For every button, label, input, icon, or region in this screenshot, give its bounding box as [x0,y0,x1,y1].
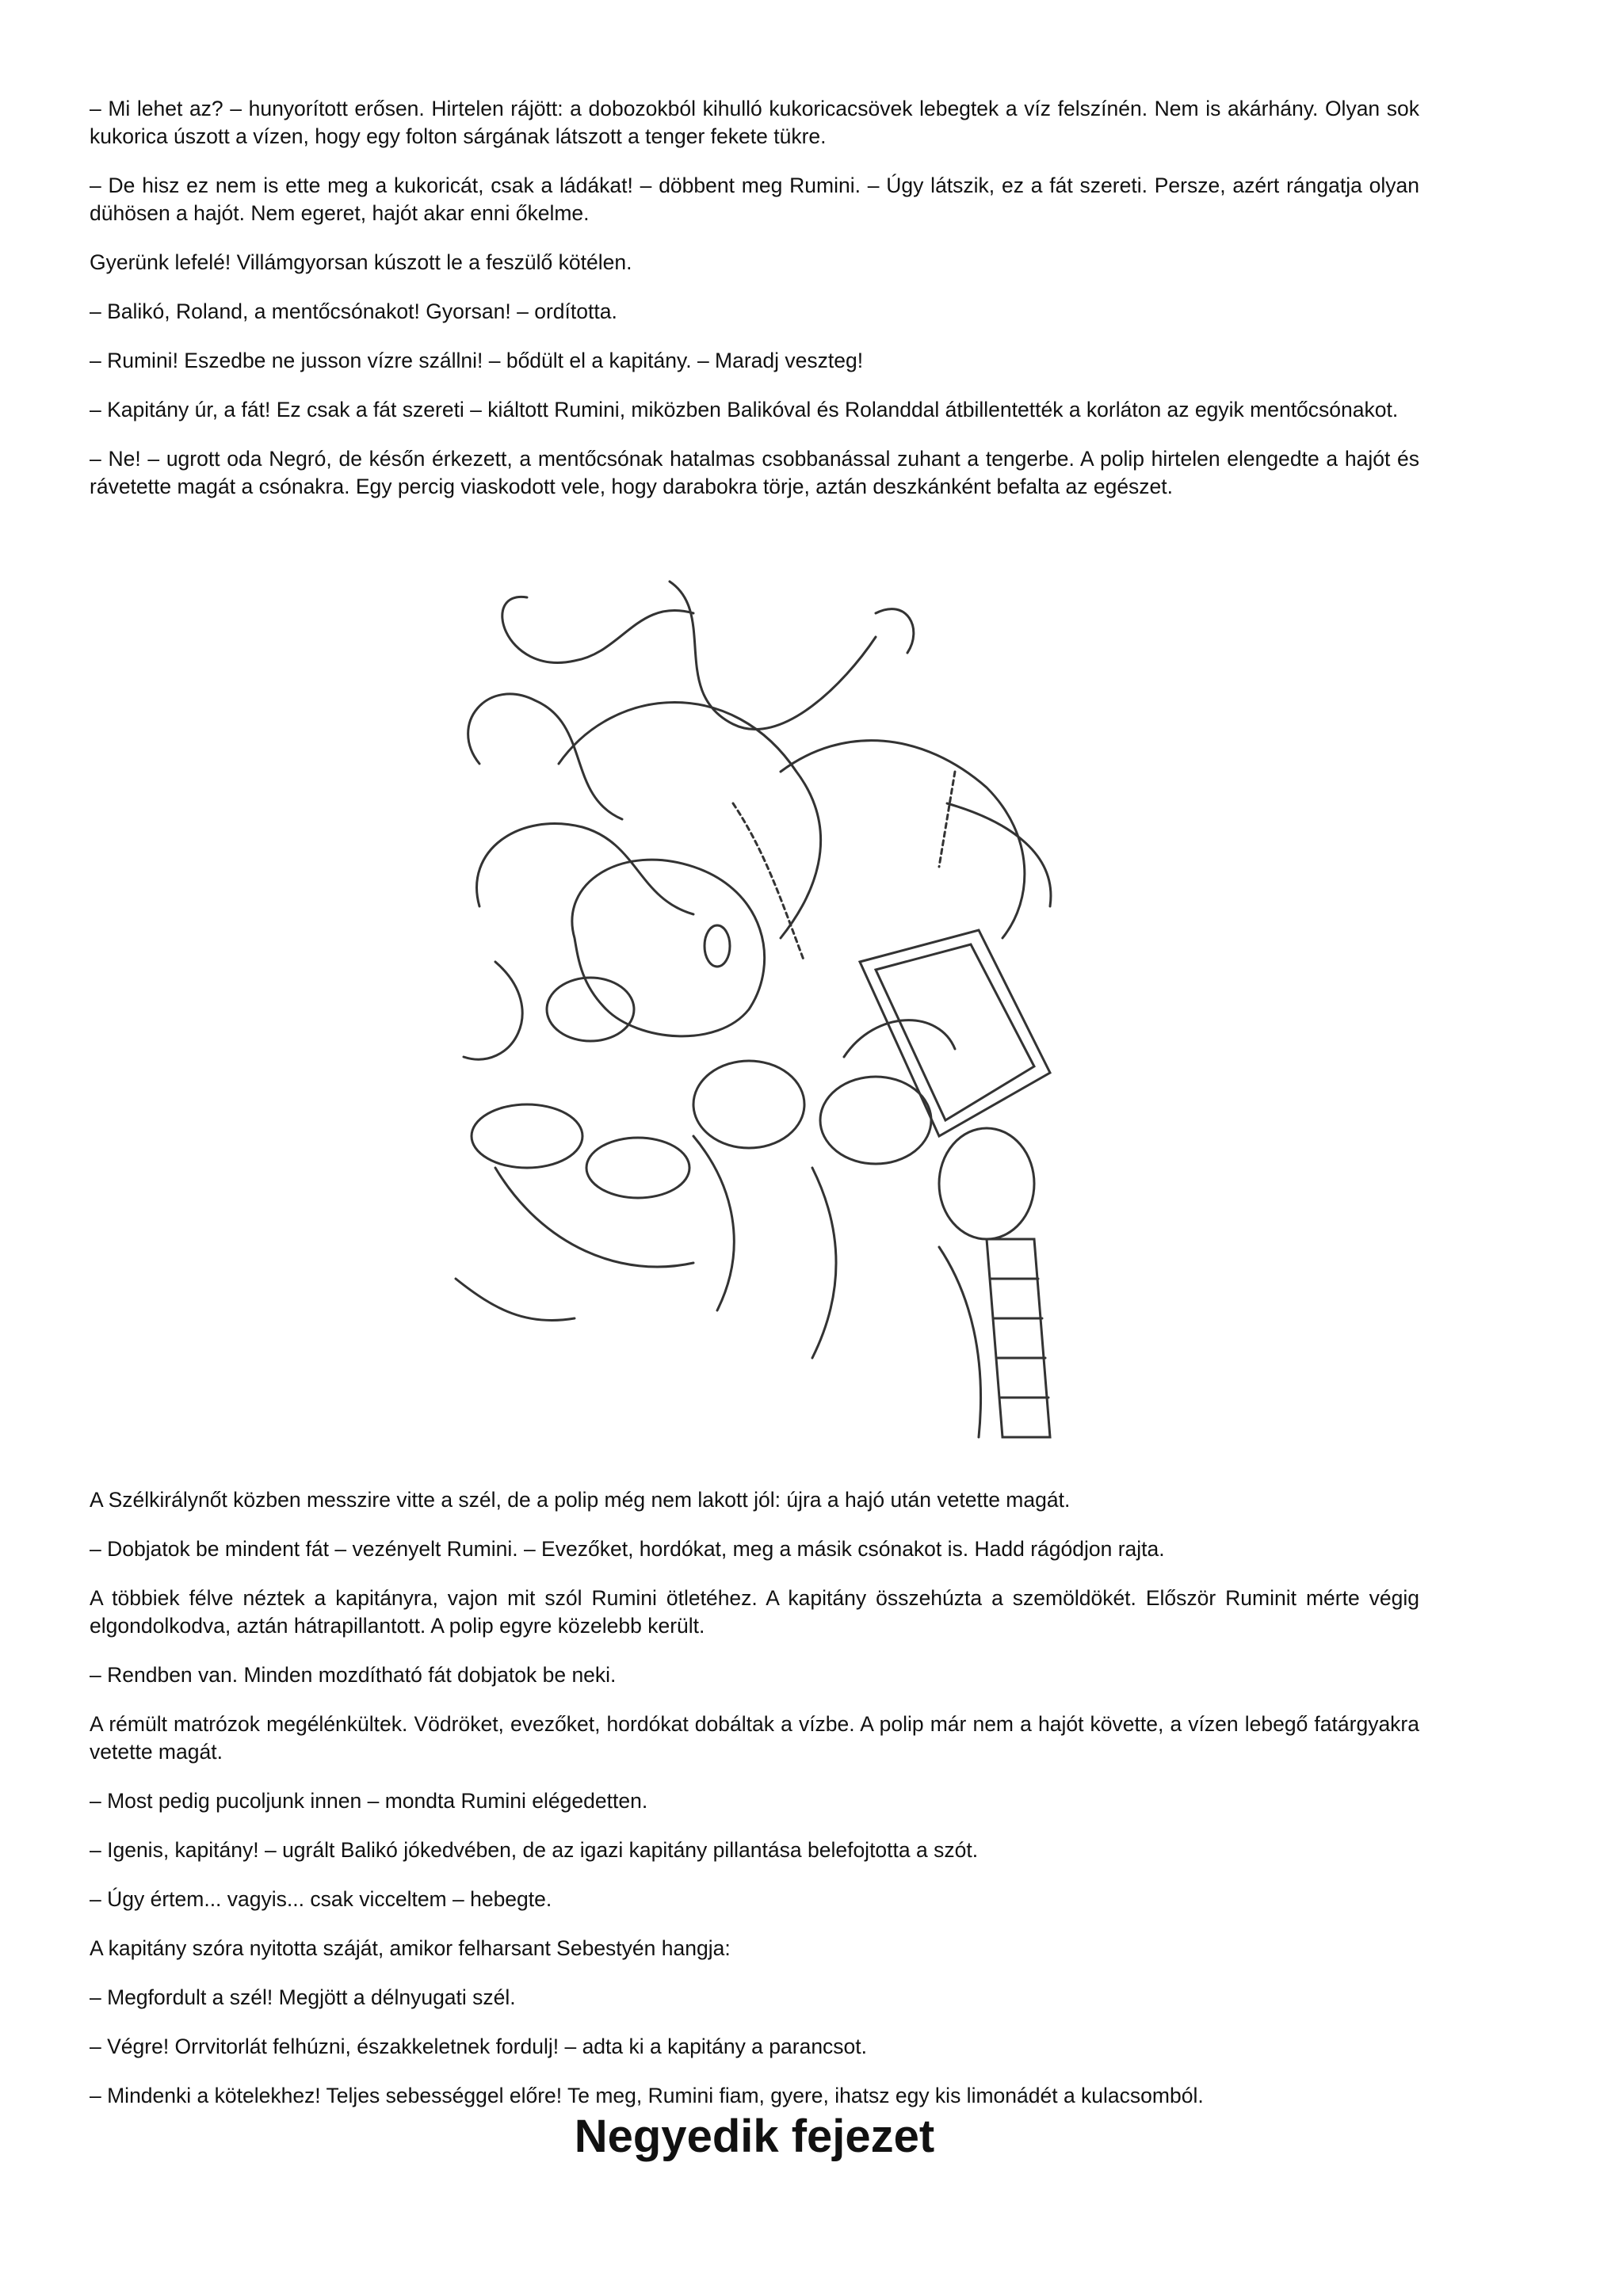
paragraph: – De hisz ez nem is ette meg a kukoricát, csak a ládákat! – döbbent meg Rumini. – Úgy látszik, ez a fát szereti. Persze, azért rángatja olyan dühösen a hajót. Nem egeret, hajót akar enni őkelme. [90,174,1419,225]
paragraph: – Most pedig pucoljunk innen – mondta Rumini elégedetten. [90,1789,648,1813]
paragraph: – Mi lehet az? – hunyorított erősen. Hirtelen rájött: a dobozokból kihulló kukoricacsövek lebegtek a víz felszínén. Nem is akárhány. Olyan sok kukorica úszott a vízen, hogy egy folton sárgának látszott a tenger fekete tükre. [90,97,1419,148]
chapter-title: Negyedik fejezet [574,2111,935,2162]
paragraph: A rémült matrózok megélénkültek. Vödröket, evezőket, hordókat dobáltak a vízbe. A polip már nem a hajót követte, a vízen lebegő fatárgyakra vetette magát. [90,1712,1419,1764]
paragraph: – Dobjatok be mindent fát – vezényelt Rumini. – Evezőket, hordókat, meg a másik csónakot is. Hadd rágódjon rajta. [90,1537,1165,1561]
text-block-bottom [90,1486,1419,2110]
paragraph: – Igenis, kapitány! – ugrált Balikó jókedvében, de az igazi kapitány pillantása belefojtotta a szót. [90,1838,979,1862]
paragraph: – Rumini! Eszedbe ne jusson vízre szállni! – bődült el a kapitány. – Maradj veszteg! [90,349,864,372]
paragraph: A Szélkirálynőt közben messzire vitte a szél, de a polip még nem lakott jól: újra a hajó után vetette magát. [90,1488,1071,1512]
paragraph: – Rendben van. Minden mozdítható fát dobjatok be neki. [90,1663,617,1687]
paragraph: – Végre! Orrvitorlát felhúzni, északkeletnek fordulj! – adta ki a kapitány a parancsot. [90,2035,868,2058]
paragraph: – Ne! – ugrott oda Negró, de későn érkezett, a mentőcsónak hatalmas csobbanással zuhant a tengerbe. A polip hirtelen elengedte a hajót és rávetette magát a csónakra. Egy percig viaskodott vele, hogy darabokra törje, aztán deszkánként befalta az egészet. [90,447,1419,498]
paragraph: – Balikó, Roland, a mentőcsónakot! Gyorsan! – ordította. [90,299,617,323]
paragraph: – Megfordult a szél! Megjött a délnyugati szél. [90,1985,516,2009]
text-block-top [90,95,1419,501]
paragraph: A kapitány szóra nyitotta száját, amikor felharsant Sebestyén hangja: [90,1936,731,1960]
paragraph: A többiek félve néztek a kapitányra, vajon mit szól Rumini ötletéhez. A kapitány összehúzta a szemöldökét. Először Ruminit mérte végig elgondolkodva, aztán hátrapillantott. A polip egyre közelebb került. [90,1586,1419,1638]
paragraph: – Mindenki a kötelekhez! Teljes sebességgel előre! Te meg, Rumini fiam, gyere, ihatsz egy kis limonádét a kulacsomból. [90,2084,1204,2107]
paragraph: – Úgy értem... vagyis... csak vicceltem – hebegte. [90,1887,552,1911]
paragraph: Gyerünk lefelé! Villámgyorsan kúszott le a feszülő kötélen. [90,250,632,274]
octopus-mice-illustration [432,566,1082,1463]
paragraph: – Kapitány úr, a fát! Ez csak a fát szereti – kiáltott Rumini, miközben Balikóval és Rolanddal átbillentették a korláton az egyik mentőcsónakot. [90,398,1399,421]
